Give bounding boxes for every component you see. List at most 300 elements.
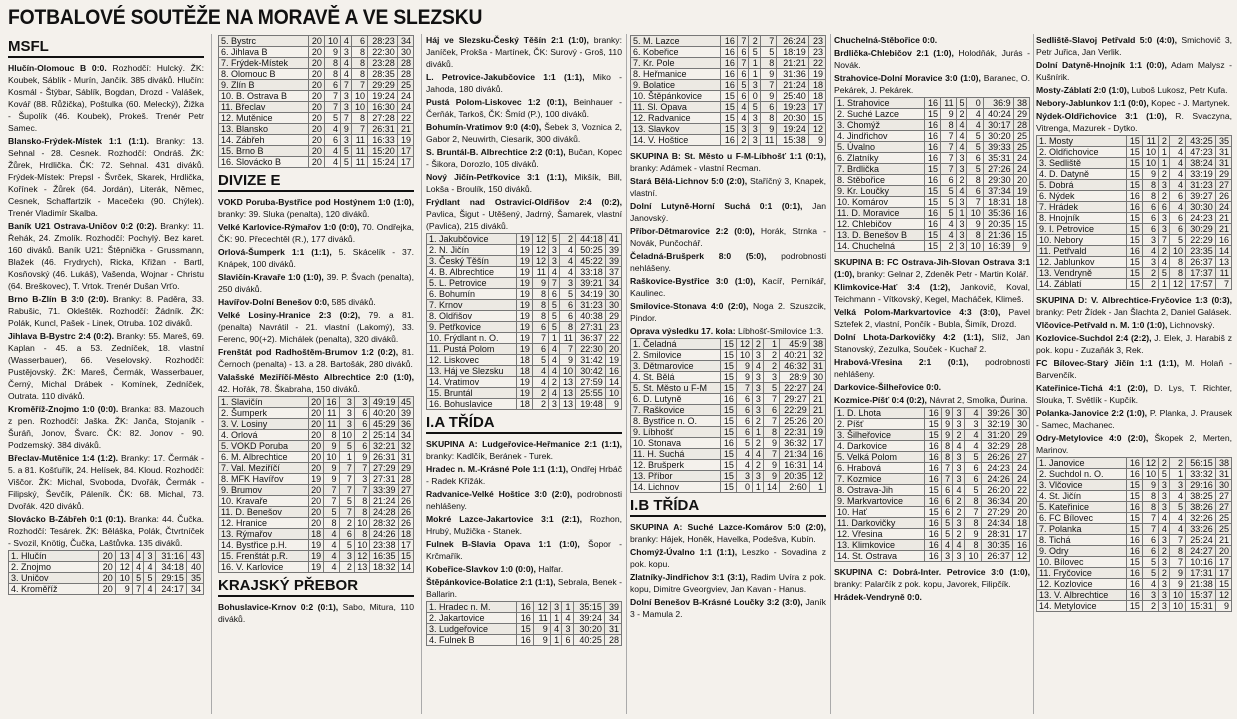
match-details: Branka: 83. Mazouch z pen. Rozhodčí: Jaška. ŽK: Janča, Stojaník - Šuráň, Jonov, Švarc. ČK: 82. Jonov - 90. Podzemský. 384 diváků. (8, 404, 204, 450)
stat-cell: 10 (1142, 158, 1158, 169)
stat-cell: 18 (516, 366, 532, 377)
stat-cell: 24:17 (155, 584, 186, 595)
match-report (8, 220, 204, 292)
stat-cell: 7 (737, 58, 748, 69)
stat-cell: 9 (1215, 601, 1231, 612)
stat-cell: 25:40 (777, 91, 809, 102)
stat-cell: 3 (339, 551, 354, 562)
stat-cell: 20 (308, 58, 324, 69)
stat-cell: 8 (1169, 546, 1185, 557)
standings-row (631, 91, 826, 102)
stat-cell: 15 (1126, 524, 1142, 535)
column-divider (211, 34, 212, 714)
stat-cell: 10 (324, 36, 340, 47)
stat-cell: 11 (351, 157, 367, 168)
standings-row (1037, 180, 1232, 191)
stat-cell: 16 (924, 551, 941, 562)
team-name: 4. Fulnek B (427, 635, 517, 646)
team-name: 8. Olomouc B (219, 69, 309, 80)
team-name: 2. Jakartovice (427, 613, 517, 624)
stat-cell: 7 (324, 102, 340, 113)
stat-cell: 1 (749, 69, 760, 80)
match-details: R. Svaczyna, Vitrenga, Mazurek - Dytko. (1036, 111, 1232, 133)
match-report (426, 196, 622, 232)
team-name: 4. D. Datyně (1037, 169, 1127, 180)
stat-cell: 38 (1013, 98, 1029, 109)
stat-cell: 21:24 (370, 496, 398, 507)
match-details: 5. Skácelík - 37. Knápek, 100 diváků. (218, 247, 414, 269)
team-name: 5. L. Petrovice (427, 278, 517, 289)
stat-cell: 6 (559, 311, 575, 322)
stat-cell: 7 (1142, 524, 1158, 535)
team-name: 13. V. Albrechtice (1037, 590, 1127, 601)
stat-cell: 34:18 (155, 562, 186, 573)
stat-cell: 15 (1126, 224, 1142, 235)
stat-cell: 9 (324, 47, 340, 58)
stat-cell: 6 (964, 463, 981, 474)
stat-cell: 19 (308, 540, 323, 551)
standings-row (835, 131, 1030, 142)
standings-row (1037, 546, 1232, 557)
stat-cell: 11 (1215, 268, 1231, 279)
stat-cell: 17 (809, 438, 825, 449)
stat-cell: 6 (763, 405, 779, 416)
stat-cell: 5 (941, 518, 952, 529)
stat-cell: 32 (809, 350, 825, 361)
standings-row (9, 551, 204, 562)
standings-row (835, 551, 1030, 562)
stat-cell: 18:19 (777, 47, 809, 58)
stat-cell: 30:30 (1186, 202, 1216, 213)
stat-cell: 28 (1012, 441, 1029, 452)
standings-row (1037, 524, 1232, 535)
stat-cell: 7 (967, 197, 983, 208)
stat-cell: 23:35 (1186, 246, 1216, 257)
stat-cell: 37:34 (983, 186, 1013, 197)
match-details: Halfar. (535, 564, 564, 574)
standings-row (1037, 202, 1232, 213)
stat-cell: 31 (809, 361, 825, 372)
stat-cell: 4 (1169, 180, 1185, 191)
stat-cell: 22 (808, 58, 825, 69)
match-result: Fulnek B-Slavia Opava 1:1 (1:0), (426, 539, 580, 549)
stat-cell: 16 (1126, 535, 1142, 546)
stat-cell: 8 (532, 311, 548, 322)
standings-row (427, 399, 622, 410)
stat-cell: 6 (354, 441, 369, 452)
match-result: Kroměříž-Znojmo 1:0 (0:0). (8, 404, 119, 414)
stat-cell: 3 (1142, 235, 1158, 246)
stat-cell: 46:32 (780, 361, 810, 372)
stat-cell: 2 (956, 109, 967, 120)
stat-cell: 4 (956, 186, 967, 197)
stat-cell: 9 (1169, 579, 1185, 590)
stat-cell: 15 (1126, 601, 1142, 612)
match-details: J. Elek, J. Harabiš z pok. kopu - Zuzaňák 3, Rek. (1036, 333, 1232, 355)
stat-cell: 3 (956, 153, 967, 164)
team-name: 12. Radvanice (631, 113, 721, 124)
match-result: Stará Bělá-Lichnov 5:0 (2:0), (630, 176, 748, 186)
stat-cell: 16 (1126, 246, 1142, 257)
match-result: FC Bílovec-Starý Jičín 1:1 (1:1), (1036, 358, 1180, 368)
stat-cell: 31 (1215, 147, 1231, 158)
stat-cell: 5 (324, 113, 340, 124)
match-result: Brno B-Zlín B 3:0 (2:0). (8, 294, 109, 304)
stat-cell: 1 (1169, 469, 1185, 480)
match-report (834, 566, 1030, 590)
stat-cell: 7 (559, 344, 575, 355)
stat-cell: 18 (516, 399, 532, 410)
standings-row (219, 47, 414, 58)
stat-cell: 6 (941, 175, 957, 186)
match-details: branky: Gelnar 2, Zdeněk Petr - Martin Kolář. (854, 269, 1029, 279)
stat-cell: 7 (964, 507, 981, 518)
match-result: Mosty-Záblatí 2:0 (1:0), (1036, 85, 1130, 95)
stat-cell: 19 (516, 245, 532, 256)
match-details: Mikšík, Bill, Lokša - Broulík, 150 diváků. (426, 172, 622, 194)
stat-cell: 30:35 (981, 540, 1012, 551)
stat-cell: 18 (808, 80, 825, 91)
stat-cell: 5 (967, 164, 983, 175)
stat-cell: 12 (115, 562, 132, 573)
stat-cell: 6 (736, 405, 752, 416)
match-details: Miko - Jahoda, 180 diváků. (426, 72, 622, 94)
stat-cell: 5 (132, 573, 143, 584)
stat-cell: 15 (1126, 480, 1142, 491)
stat-cell: 30 (809, 372, 825, 383)
stat-cell: 4 (1142, 579, 1158, 590)
stat-cell: 7 (132, 584, 143, 595)
stat-cell: 19 (516, 289, 532, 300)
stat-cell: 16 (924, 219, 940, 230)
stat-cell: 26 (398, 507, 413, 518)
stat-cell: 35:36 (983, 208, 1013, 219)
match-details: Sabo, Mitura, 110 diváků. (218, 602, 414, 624)
stat-cell: 8 (324, 518, 339, 529)
stat-cell: 3 (956, 241, 967, 252)
stat-cell: 8 (351, 113, 367, 124)
stat-cell: 8 (964, 540, 981, 551)
match-result: Břeclav-Mutěnice 1:4 (1:2). (8, 453, 119, 463)
stat-cell: 15 (1126, 257, 1142, 268)
stat-cell: 3 (1159, 502, 1170, 513)
stat-cell: 19 (516, 256, 532, 267)
stat-cell: 2 (1159, 136, 1170, 147)
stat-cell: 6 (324, 80, 340, 91)
team-name: 11. D. Benešov (219, 507, 309, 518)
team-name: 10. Štěpánkovice (631, 91, 721, 102)
team-name: 13. Klimkovice (835, 540, 925, 551)
match-report (834, 306, 1030, 330)
stat-cell: 19:24 (777, 124, 809, 135)
stat-cell: 9 (324, 474, 339, 485)
standings-row (631, 124, 826, 135)
standings-row (1037, 568, 1232, 579)
stat-cell: 8 (760, 113, 776, 124)
stat-cell: 34 (186, 584, 203, 595)
stat-cell: 6 (736, 394, 752, 405)
stat-cell: 30 (1215, 480, 1231, 491)
team-name: 7. Polanka (1037, 524, 1127, 535)
match-details: 39. P. Švach (penalta), 250 diváků. (218, 272, 414, 294)
stat-cell: 8 (967, 175, 983, 186)
stat-cell: 19 (516, 388, 532, 399)
stat-cell: 45:29 (370, 419, 398, 430)
stat-cell: 5 (763, 383, 779, 394)
team-name: 5. St. Město u F-M (631, 383, 721, 394)
stat-cell: 20 (308, 102, 324, 113)
standings-row (427, 602, 622, 613)
stat-cell: 3 (354, 474, 369, 485)
stat-cell: 26 (1215, 191, 1231, 202)
stat-cell: 5 (144, 573, 155, 584)
match-details: Adam Malysz - Kušnírik. (1036, 60, 1232, 82)
standings-row (631, 135, 826, 146)
match-report (426, 563, 622, 575)
stat-cell: 35:15 (573, 602, 604, 613)
stat-cell: 15 (924, 419, 941, 430)
stat-cell: 31 (1215, 158, 1231, 169)
stat-cell: 19 (516, 300, 532, 311)
stat-cell: 9 (533, 635, 550, 646)
stat-cell: 36:9 (983, 98, 1013, 109)
standings-row (1037, 257, 1232, 268)
standings-row (1037, 268, 1232, 279)
match-report (630, 521, 826, 545)
standings-row (835, 142, 1030, 153)
stat-cell: 19:48 (576, 399, 606, 410)
standings-row (427, 355, 622, 366)
stat-cell: 9 (941, 109, 957, 120)
stat-cell: 29 (398, 463, 413, 474)
stat-cell: 8 (1142, 191, 1158, 202)
stat-cell: 33:26 (1186, 524, 1216, 535)
stat-cell: 16 (1013, 208, 1029, 219)
stat-cell: 3 (341, 102, 352, 113)
stat-cell: 8 (967, 230, 983, 241)
stat-cell: 8 (354, 496, 369, 507)
stat-cell: 56:15 (1186, 458, 1216, 469)
stat-cell: 4 (324, 551, 339, 562)
stat-cell: 16 (720, 47, 737, 58)
stat-cell: 9 (967, 219, 983, 230)
standings-row (835, 164, 1030, 175)
stat-cell: 11 (324, 408, 339, 419)
stat-cell: 19 (516, 333, 532, 344)
team-name: 11. Sl. Opava (631, 102, 721, 113)
match-report (630, 275, 826, 299)
stat-cell: 26 (398, 496, 413, 507)
standings-row (631, 405, 826, 416)
stat-cell: 30 (605, 300, 621, 311)
stat-cell: 24 (397, 102, 413, 113)
stat-cell: 16:33 (368, 135, 398, 146)
stat-cell: 10 (1169, 601, 1185, 612)
match-result: Velké Karlovice-Rýmařov 1:0 (0:0), (218, 222, 360, 232)
stat-cell: 20 (308, 441, 323, 452)
stat-cell: 15 (720, 471, 736, 482)
section-heading: KRAJSKÝ PŘEBOR (218, 577, 414, 597)
stat-cell: 2 (1142, 601, 1158, 612)
match-details: branky: Adámek - vlastní Recman. (630, 163, 761, 173)
standings-table (8, 550, 204, 595)
stat-cell: 16 (924, 463, 941, 474)
standings-row (1037, 535, 1232, 546)
match-details: Noga 2. Szuszcik, Pindor. (630, 301, 826, 323)
team-name: 2. Šumperk (219, 408, 309, 419)
stat-cell: 19 (308, 474, 323, 485)
standings-row (835, 452, 1030, 463)
stat-cell: 4 (341, 69, 352, 80)
stat-cell: 27:31 (576, 322, 606, 333)
match-details: Škopek 2, Merten, Marinov. (1036, 433, 1232, 455)
match-result: SKUPINA D: V. Albrechtice-Fryčovice 1:3 (0:3), (1036, 295, 1232, 305)
stat-cell: 6 (1142, 213, 1158, 224)
match-details: Líbhošť-Smilovice 1:3. (735, 326, 824, 336)
team-name: 4. St. Bělá (631, 372, 721, 383)
stat-cell: 5 (324, 507, 339, 518)
stat-cell: 4 (953, 485, 964, 496)
stat-cell: 15 (1013, 219, 1029, 230)
match-result: L. Petrovice-Jakubčovice 1:1 (1:1), (426, 72, 585, 82)
stat-cell: 6 (1159, 202, 1170, 213)
stat-cell: 32:29 (981, 441, 1012, 452)
standings-table (426, 233, 622, 410)
stat-cell: 4 (549, 388, 560, 399)
match-result: Hlučín-Olomouc B 0:0. (8, 63, 107, 73)
stat-cell: 15 (720, 91, 737, 102)
team-name: 2. N. Jičín (427, 245, 517, 256)
match-result: Oprava výsledku 17. kola: (630, 326, 736, 336)
standings-row (835, 507, 1030, 518)
stat-cell: 8 (354, 529, 369, 540)
stat-cell: 41 (605, 234, 621, 245)
stat-cell: 39:24 (573, 613, 604, 624)
stat-cell: 2 (1159, 546, 1170, 557)
match-report (834, 34, 1030, 46)
stat-cell: 15 (924, 507, 941, 518)
stat-cell: 2 (339, 518, 354, 529)
match-report (630, 300, 826, 324)
team-name: 12. Liskovec (427, 355, 517, 366)
stat-cell: 6 (737, 47, 748, 58)
stat-cell: 15 (516, 624, 533, 635)
match-report (1036, 34, 1232, 58)
team-name: 2. Znojmo (9, 562, 99, 573)
stat-cell: 17 (397, 146, 413, 157)
stat-cell: 20 (308, 496, 323, 507)
stat-cell: 3 (341, 91, 352, 102)
stat-cell: 6 (1169, 191, 1185, 202)
team-name: 14. Chuchelná (835, 241, 925, 252)
standings-row (219, 551, 414, 562)
team-name: 11. Fryčovice (1037, 568, 1127, 579)
stat-cell: 6 (354, 419, 369, 430)
stat-cell: 29:16 (1186, 480, 1216, 491)
stat-cell: 8 (964, 496, 981, 507)
stat-cell: 15 (720, 372, 736, 383)
stat-cell: 29 (1215, 169, 1231, 180)
match-result: Čeladná-Brušperk 8:0 (5:0), (630, 251, 767, 261)
stat-cell: 3 (737, 124, 748, 135)
stat-cell: 9 (605, 399, 621, 410)
match-result: Jihlava B-Bystrc 2:4 (0:2). (8, 331, 114, 341)
stat-cell: 45:9 (780, 339, 810, 350)
stat-cell: 4 (1169, 147, 1185, 158)
standings-row (219, 146, 414, 157)
stat-cell: 10 (559, 366, 575, 377)
match-details: Slíž, Jan Stanovský, Zezulka, Souček - Kuchař 2. (834, 332, 1030, 354)
standings-row (835, 474, 1030, 485)
team-name: 1. Čeladná (631, 339, 721, 350)
match-details: Janík 3 - Mamula 2. (630, 597, 826, 619)
stat-cell: 6 (1169, 224, 1185, 235)
stat-cell: 26:37 (1186, 257, 1216, 268)
stat-cell: 5 (967, 142, 983, 153)
match-details: Smichovič 3, Petr Juřica, Jan Verlik. (1036, 35, 1232, 57)
standings-row (835, 241, 1030, 252)
stat-cell: 20 (308, 80, 324, 91)
stat-cell: 16 (324, 397, 339, 408)
team-name: 2. Smilovice (631, 350, 721, 361)
stat-cell: 12 (736, 339, 752, 350)
match-details: Radim Uvíra z pok. kopu, Dimitre Gvеorgviev, Jan Kavan - Hanus. (630, 572, 826, 594)
stat-cell: 20:35 (983, 219, 1013, 230)
stat-cell: 2 (354, 430, 369, 441)
match-details: 70. Ondřejka, ČK: 90. Přecechtěl (R.), 177 diváků. (218, 222, 414, 244)
standings-row (9, 573, 204, 584)
match-report (1036, 110, 1232, 134)
stat-cell: 4 (144, 562, 155, 573)
stat-cell: 16 (1126, 469, 1142, 480)
stat-cell: 39:27 (1186, 191, 1216, 202)
standings-row (219, 408, 414, 419)
stat-cell: 0 (967, 98, 983, 109)
stat-cell: 31:23 (576, 300, 606, 311)
stat-cell: 10 (967, 241, 983, 252)
stat-cell: 22:29 (1186, 235, 1216, 246)
stat-cell: 16 (924, 518, 941, 529)
stat-cell: 25 (1013, 131, 1029, 142)
stat-cell: 19 (397, 135, 413, 146)
stat-cell: 20 (308, 408, 323, 419)
stat-cell: 10 (339, 430, 354, 441)
stat-cell: 25 (1013, 142, 1029, 153)
match-details: podrobnosti nehlášeny. (630, 251, 826, 273)
stat-cell: 15 (720, 383, 736, 394)
stat-cell: 4 (737, 102, 748, 113)
stat-cell: 3 (749, 124, 760, 135)
stat-cell: 15 (720, 482, 736, 493)
match-report (218, 309, 414, 345)
stat-cell: 3 (559, 278, 575, 289)
match-report (630, 150, 826, 174)
standings-table (630, 35, 826, 146)
match-result: Strahovice-Dolní Moravice 3:0 (1:0), (834, 73, 981, 83)
stat-cell: 12 (532, 234, 548, 245)
match-result: Kozlovice-Suchdol 2:4 (2:2), (1036, 333, 1152, 343)
stat-cell: 15 (1126, 491, 1142, 502)
stat-cell: 9 (964, 529, 981, 540)
standings-row (1037, 158, 1232, 169)
match-report (426, 34, 622, 70)
stat-cell: 9 (115, 584, 132, 595)
stat-cell: 5 (967, 131, 983, 142)
team-name: 13. D. Benešov B (835, 230, 925, 241)
match-report (1036, 84, 1232, 96)
stat-cell: 31 (1215, 469, 1231, 480)
stat-cell: 3 (956, 164, 967, 175)
